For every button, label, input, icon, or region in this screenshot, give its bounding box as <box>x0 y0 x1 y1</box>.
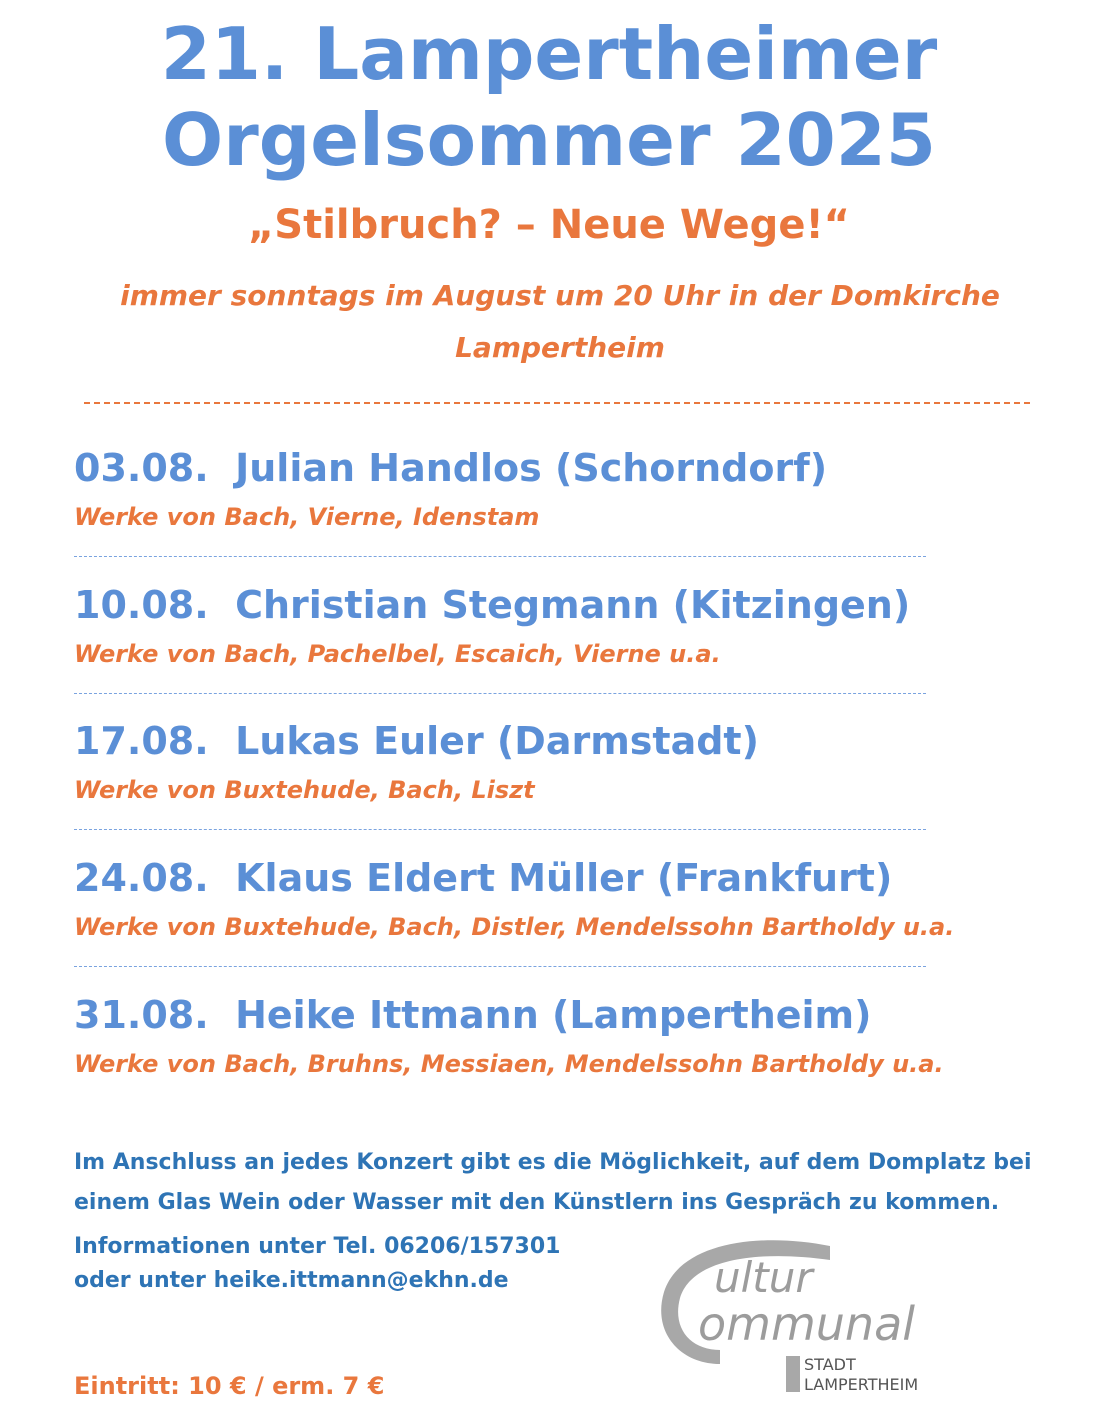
logo-city-emblem <box>786 1356 800 1392</box>
event-performer: Lukas Euler (Darmstadt) <box>235 719 759 763</box>
event-performer: Julian Handlos (Schorndorf) <box>235 446 828 490</box>
event-heading <box>74 717 759 765</box>
event-divider <box>74 829 926 830</box>
footer-note-line-2: einem Glas Wein oder Wasser mit den Künstlern ins Gespräch zu kommen. <box>74 1190 1000 1215</box>
logo-word-1: ultur <box>714 1253 813 1302</box>
title-line-2: Orgelsommer 2025 <box>162 98 936 182</box>
event-works: Werke von Buxtehude, Bach, Liszt <box>74 776 535 804</box>
subtitle: „Stilbruch? – Neue Wege!“ <box>248 202 850 248</box>
event-date: 24.08. <box>74 856 209 900</box>
event-heading <box>74 854 892 902</box>
title-line-1: 21. Lampertheimer <box>160 12 938 96</box>
contact-email: oder unter heike.ittmann@ekhn.de <box>74 1268 509 1293</box>
schedule-info-line-1: immer sonntags im August um 20 Uhr in der Domkirche <box>120 279 1000 312</box>
admission-price: Eintritt: 10 € / erm. 7 € <box>74 1372 385 1400</box>
event-performer: Christian Stegmann (Kitzingen) <box>235 583 911 627</box>
logo-city-line-1: STADT <box>804 1355 856 1374</box>
event-works: Werke von Bach, Vierne, Idenstam <box>74 503 540 531</box>
event-works: Werke von Bach, Bruhns, Messiaen, Mendelssohn Bartholdy u.a. <box>74 1050 944 1078</box>
event-divider <box>74 556 926 557</box>
event-divider <box>74 966 926 967</box>
footer-note-line-1: Im Anschluss an jedes Konzert gibt es die Möglichkeit, auf dem Domplatz bei <box>74 1150 1032 1175</box>
event-performer: Klaus Eldert Müller (Frankfurt) <box>235 856 893 900</box>
event-date: 17.08. <box>74 719 209 763</box>
event-works: Werke von Buxtehude, Bach, Distler, Mendelssohn Bartholdy u.a. <box>74 913 955 941</box>
event-divider <box>74 693 926 694</box>
event-works: Werke von Bach, Pachelbel, Escaich, Vierne u.a. <box>74 640 721 668</box>
event-date: 31.08. <box>74 993 209 1037</box>
logo-word-2: ommunal <box>698 1297 916 1351</box>
event-date: 10.08. <box>74 583 209 627</box>
event-heading <box>74 991 872 1039</box>
event-date: 03.08. <box>74 446 209 490</box>
event-heading <box>74 581 910 629</box>
contact-phone: Informationen unter Tel. 06206/157301 <box>74 1234 561 1259</box>
event-performer: Heike Ittmann (Lampertheim) <box>235 993 872 1037</box>
header-divider <box>84 402 1030 404</box>
kultur-kommunal-logo <box>650 1232 950 1402</box>
schedule-info-line-2: Lampertheim <box>455 331 665 364</box>
logo-city-line-2: LAMPERTHEIM <box>804 1375 919 1394</box>
event-heading <box>74 444 827 492</box>
